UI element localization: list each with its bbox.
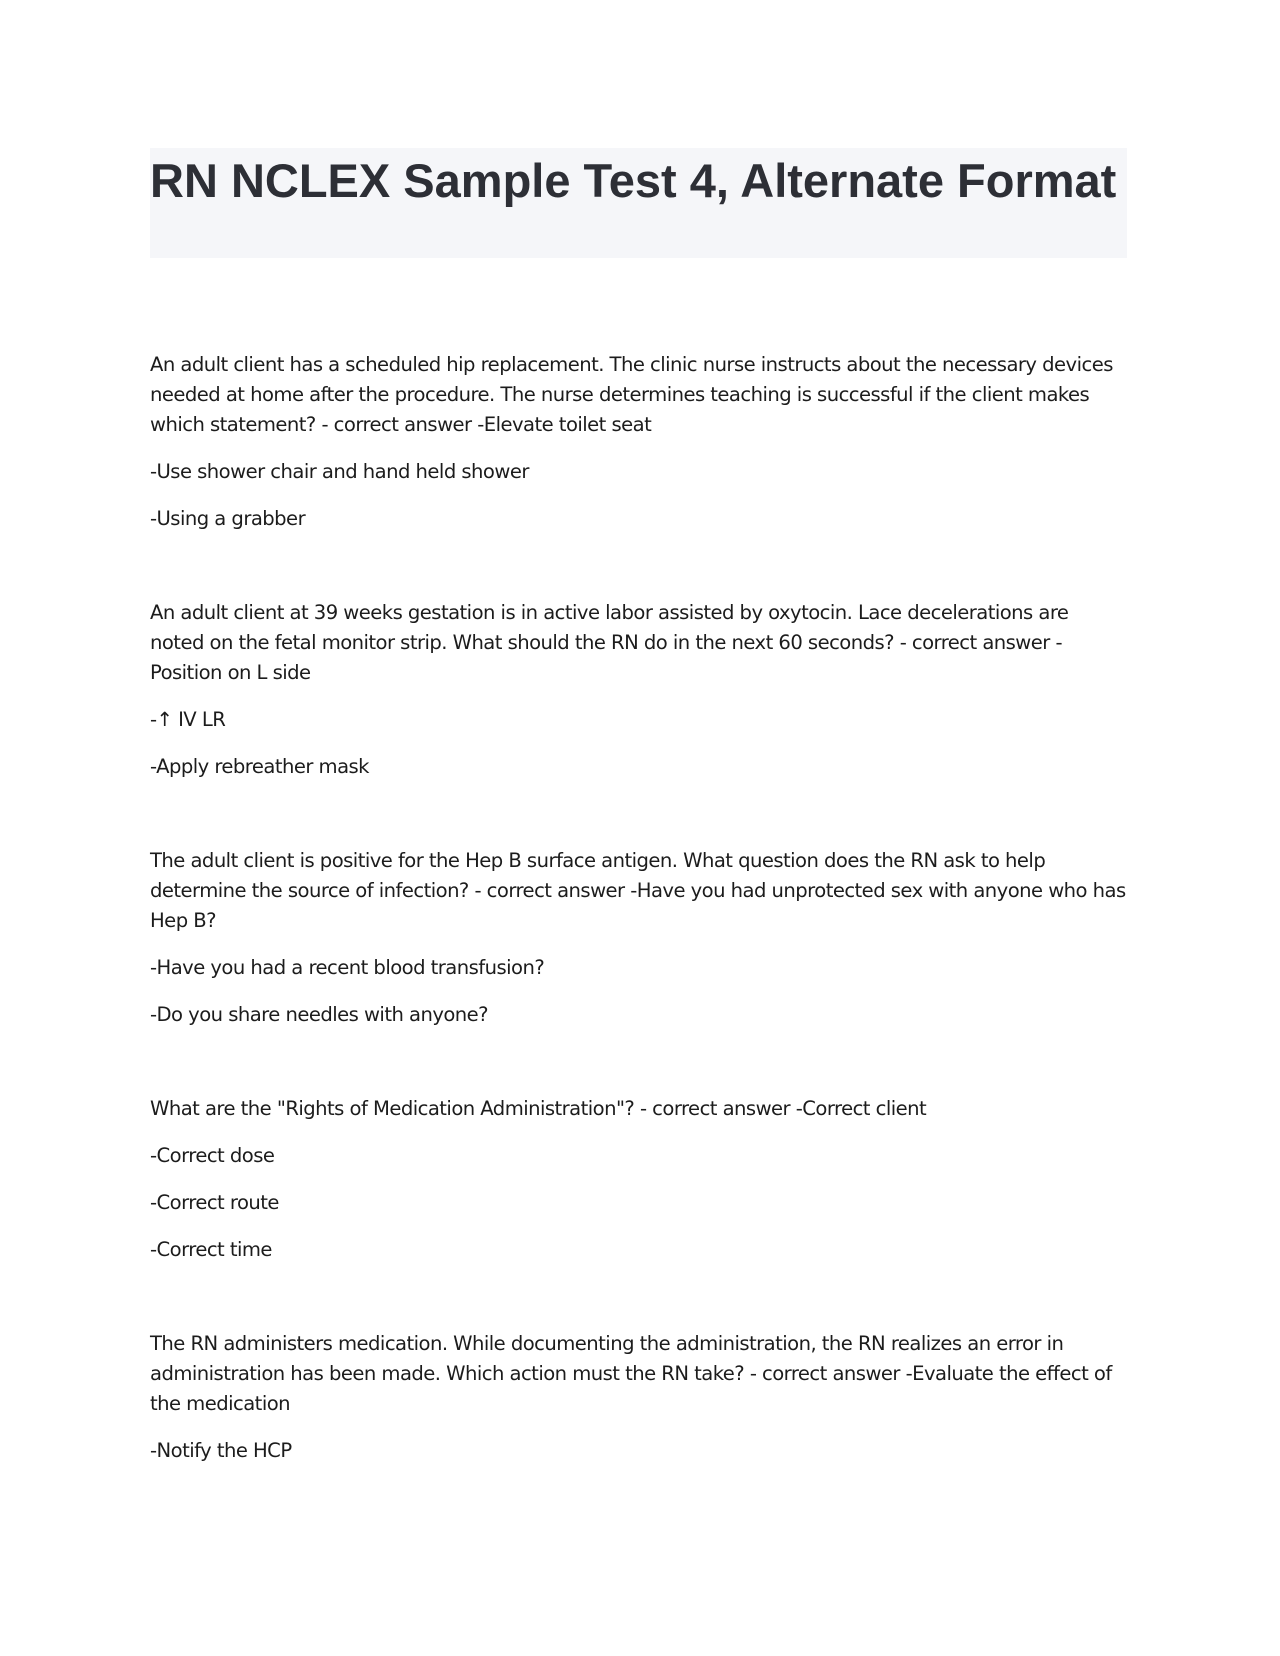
question-text: What are the "Rights of Medication Administration"? - correct answer -Correct client xyxy=(150,1097,927,1120)
document-page xyxy=(150,148,1127,1530)
qa-block-5 xyxy=(150,1329,1127,1466)
document-content xyxy=(150,350,1127,1466)
document-title: RN NCLEX Sample Test 4, Alternate Format xyxy=(150,154,1117,207)
answer-line: -Apply rebreather mask xyxy=(150,755,369,778)
qa-block-3 xyxy=(150,846,1127,1030)
title-banner xyxy=(150,148,1127,258)
question-text: An adult client at 39 weeks gestation is in active labor assisted by oxytocin. Lace decelerations are noted on the fetal monitor strip. What should the RN do in the next 60 seconds? - correct answer -Position on L side xyxy=(150,601,1069,684)
answer-line: -Do you share needles with anyone? xyxy=(150,1003,489,1026)
answer-line: -Correct dose xyxy=(150,1144,275,1167)
question-text: The RN administers medication. While documenting the administration, the RN realizes an error in administration has been made. Which action must the RN take? - correct answer -Evaluate the effect of the medication xyxy=(150,1332,1112,1415)
qa-block-4 xyxy=(150,1094,1127,1265)
answer-line: -Correct route xyxy=(150,1191,279,1214)
question-text: The adult client is positive for the Hep B surface antigen. What question does the RN ask to help determine the source of infection? - correct answer -Have you had unprotected sex with anyone who has Hep B? xyxy=(150,849,1126,932)
answer-line: -↑ IV LR xyxy=(150,708,226,731)
qa-block-1 xyxy=(150,350,1127,534)
answer-line: -Have you had a recent blood transfusion? xyxy=(150,956,545,979)
answer-line: -Notify the HCP xyxy=(150,1439,292,1462)
qa-block-2 xyxy=(150,598,1127,782)
question-text: An adult client has a scheduled hip replacement. The clinic nurse instructs about the necessary devices needed at home after the procedure. The nurse determines teaching is successful if the client makes which statement? - correct answer -Elevate toilet seat xyxy=(150,353,1113,436)
answer-line: -Use shower chair and hand held shower xyxy=(150,460,529,483)
answer-line: -Using a grabber xyxy=(150,507,306,530)
answer-line: -Correct time xyxy=(150,1238,272,1261)
